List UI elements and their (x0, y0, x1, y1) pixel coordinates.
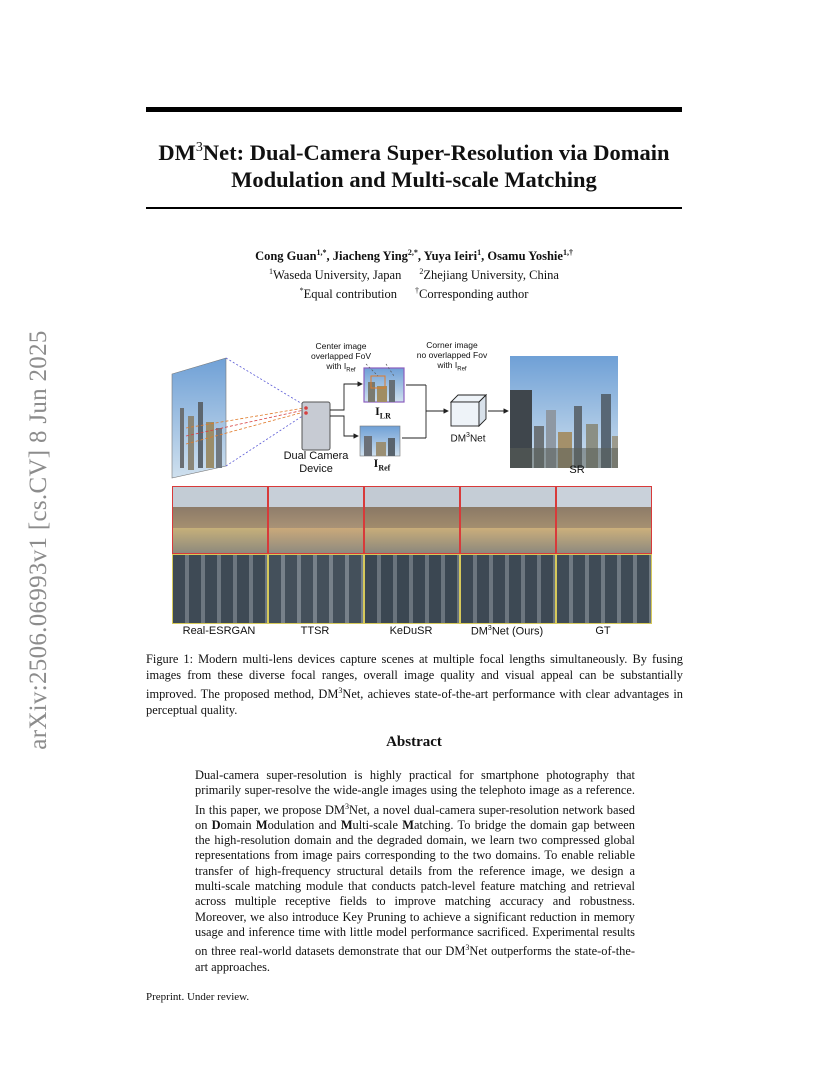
sr-label: SR (569, 464, 585, 476)
crop-bottom-ttsr (268, 554, 364, 624)
method-label-ours: $DM^3Net$ (Ours) (470, 625, 544, 638)
title-rule-top (146, 107, 682, 112)
author-block (146, 245, 682, 302)
center-image-label: Center image overlapped FoV with $I_{Ref}$ (310, 341, 371, 374)
crop-top-kedusr (364, 486, 460, 554)
crop-bottom-dm3net (460, 554, 556, 624)
author-notes: *Equal contribution †Corresponding author (299, 286, 529, 301)
crop-top-gt (556, 486, 652, 554)
footer-note: Preprint. Under review. (146, 991, 250, 1003)
figure-1 (146, 336, 682, 642)
network-cube-icon (451, 402, 479, 426)
crop-top-real-esrgan (172, 486, 268, 554)
arxiv-stamp: arXiv:2506.06993v1 [cs.CV] 8 Jun 2025 (25, 330, 52, 750)
author-names: Cong Guan$^{1,*}$, Jiacheng Ying$^{2,*}$, Yuya Ieiri$^1$, Osamu Yoshie$^{1,\dagger}$ (255, 248, 573, 263)
method-label: TTSR (300, 625, 330, 637)
lr-label: $I_{LR}$ (375, 404, 391, 421)
ref-label: $I_{Ref}$ (373, 456, 391, 473)
paper-title: $DM^3Net$: Dual-Camera Super-Resolution via Domain Modulation and Multi-scale Matching (158, 140, 670, 192)
title-rule-bottom (146, 207, 682, 209)
crop-bottom-kedusr (364, 554, 460, 624)
figure-caption: Figure 1: Modern multi-lens devices capture scenes at multiple focal lengths simultaneously. By fusing images from these diverse focal ranges, overall image quality and visual appeal can be substantially improved. The proposed method, $DM^3Net$, achieves state-of-the-art performance with clear advantages in perceptual quality. (146, 652, 683, 717)
network-label: $DM^3Net$ (450, 432, 486, 445)
crop-top-ttsr (268, 486, 364, 554)
crop-bottom-real-esrgan (172, 554, 268, 624)
corner-image-label: Corner image no overlapped Fov with $I_{Ref}$ (416, 340, 488, 373)
crop-bottom-gt (556, 554, 652, 624)
method-label: Real-ESRGAN (182, 625, 256, 637)
device-label: Dual Camera Device (283, 450, 349, 475)
affiliations: $^1$Waseda University, Japan $^2$Zhejiang University, China (269, 267, 559, 282)
crop-top-dm3net (460, 486, 556, 554)
method-label: GT (595, 625, 611, 637)
method-label: KeDuSR (389, 625, 433, 637)
abstract-heading: Abstract (386, 734, 442, 750)
abstract-body: Dual-camera super-resolution is highly practical for smartphone photography that primarily super-resolve the wide-angle images using the telephoto image as a reference. In this paper, we propose $DM^3Net$, a novel dual-camera super-resolution network based on Domain Modulation and Multi-scale Matching. To bridge the domain gap between the high-resolution domain and the degraded domain, we learn two compressed global representations from image pairs corresponding to the two domains. To enable reliable transfer of high-frequency structural details from the reference image, we design a multi-scale matching module that conducts patch-level feature matching and retrieval across multiple receptive fields to improve matching accuracy and robustness. Moreover, we also introduce Key Pruning to achieve a significant reduction in memory usage and inference time with little model performance sacrificed. Experimental results on three real-world datasets demonstrate that our $DM^3Net$ outperforms the state-of-the-art approaches. (195, 768, 636, 974)
